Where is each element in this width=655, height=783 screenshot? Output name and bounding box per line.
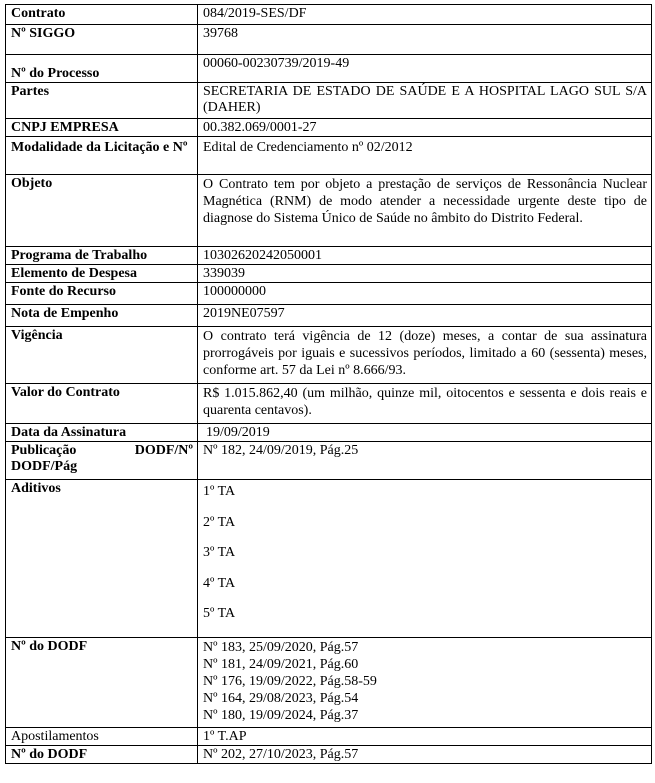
row-valor: [6, 384, 652, 424]
label-modalidade: Modalidade da Licitação e Nº: [6, 137, 198, 175]
dodf-item: Nº 164, 29/08/2023, Pág.54: [203, 690, 359, 706]
row-modalidade: [6, 137, 652, 175]
aditivo-item: 3º TA: [203, 545, 236, 560]
value-modalidade: Edital de Credenciamento nº 02/2012: [198, 137, 652, 175]
label-siggo: Nº SIGGO: [6, 25, 198, 55]
dodf-item: Nº 183, 25/09/2020, Pág.57: [203, 639, 359, 655]
row-processo: [6, 55, 652, 83]
row-fonte: [6, 283, 652, 305]
label-empenho: Nota de Empenho: [6, 305, 198, 327]
value-dodf2: Nº 202, 27/10/2023, Pág.57: [198, 745, 652, 763]
row-cnpj: [6, 119, 652, 137]
aditivo-item: 4º TA: [203, 575, 236, 591]
label-contrato: Contrato: [6, 5, 198, 25]
value-cnpj: 00.382.069/0001-27: [198, 119, 652, 137]
row-apostilamentos: [6, 727, 652, 745]
value-assinatura: 19/09/2019: [198, 424, 652, 442]
dodf-item: Nº 181, 24/09/2021, Pág.60: [203, 656, 359, 672]
value-empenho: 2019NE07597: [198, 305, 652, 327]
value-contrato: 084/2019-SES/DF: [198, 5, 652, 25]
row-vigencia: [6, 327, 652, 384]
label-cnpj: CNPJ EMPRESA: [6, 119, 198, 137]
row-partes: [6, 83, 652, 119]
value-publicacao: Nº 182, 24/09/2019, Pág.25: [198, 442, 652, 480]
label-publicacao: Publicação DODF/Nº DODF/Pág: [6, 442, 198, 480]
value-fonte: 100000000: [198, 283, 652, 305]
row-aditivos: [6, 480, 652, 638]
aditivo-item: 2º TA: [203, 514, 236, 530]
row-dodf: [6, 637, 652, 727]
value-programa: 10302620242050001: [198, 247, 652, 265]
value-apostilamentos: 1º T.AP: [198, 727, 652, 745]
value-processo: 00060-00230739/2019-49: [198, 55, 652, 83]
value-objeto: O Contrato tem por objeto a prestação de serviços de Ressonância Nuclear Magnética (RNM) de modo atender a necessidade urgente deste tipo de diagnose do Sistema Único de Saúde no âmbito do Distrito Federal.: [198, 175, 652, 247]
label-vigencia: Vigência: [6, 327, 198, 384]
row-objeto: [6, 175, 652, 247]
row-siggo: [6, 25, 652, 55]
contract-summary-table: [5, 4, 652, 764]
dodf-item: Nº 180, 19/09/2024, Pág.37: [203, 707, 359, 723]
label-processo: Nº do Processo: [6, 55, 198, 83]
row-elemento: [6, 265, 652, 283]
dodf-item: Nº 176, 19/09/2022, Pág.58-59: [203, 673, 377, 689]
label-fonte: Fonte do Recurso: [6, 283, 198, 305]
row-empenho: [6, 305, 652, 327]
value-vigencia: O contrato terá vigência de 12 (doze) meses, a contar de sua assinatura prorrogáveis por iguais e sucessivos períodos, limitado a 60 (sessenta) meses, conforme art. 57 da Lei nº 8.666/93.: [198, 327, 652, 384]
row-contrato: [6, 5, 652, 25]
label-dodf2: Nº do DODF: [6, 745, 198, 763]
row-publicacao: [6, 442, 652, 480]
label-apostilamentos: Apostilamentos: [6, 727, 198, 745]
value-valor: R$ 1.015.862,40 (um milhão, quinze mil, oitocentos e sessenta e dois reais e quarenta centavos).: [198, 384, 652, 424]
value-siggo: 39768: [198, 25, 652, 55]
label-aditivos: Aditivos: [6, 480, 198, 638]
value-partes: SECRETARIA DE ESTADO DE SAÚDE E A HOSPITAL LAGO SUL S/A (DAHER): [198, 83, 652, 119]
row-programa: [6, 247, 652, 265]
aditivos-list: [198, 480, 652, 638]
label-objeto: Objeto: [6, 175, 198, 247]
dodf-list: [198, 637, 652, 727]
label-dodf: Nº do DODF: [6, 637, 198, 727]
row-dodf2: [6, 745, 652, 763]
label-valor: Valor do Contrato: [6, 384, 198, 424]
aditivo-item: 1º TA: [203, 484, 236, 499]
value-elemento: 339039: [198, 265, 652, 283]
row-assinatura: [6, 424, 652, 442]
label-elemento: Elemento de Despesa: [6, 265, 198, 283]
label-programa: Programa de Trabalho: [6, 247, 198, 265]
aditivo-item: 5º TA: [203, 606, 236, 621]
label-assinatura: Data da Assinatura: [6, 424, 198, 442]
label-partes: Partes: [6, 83, 198, 119]
